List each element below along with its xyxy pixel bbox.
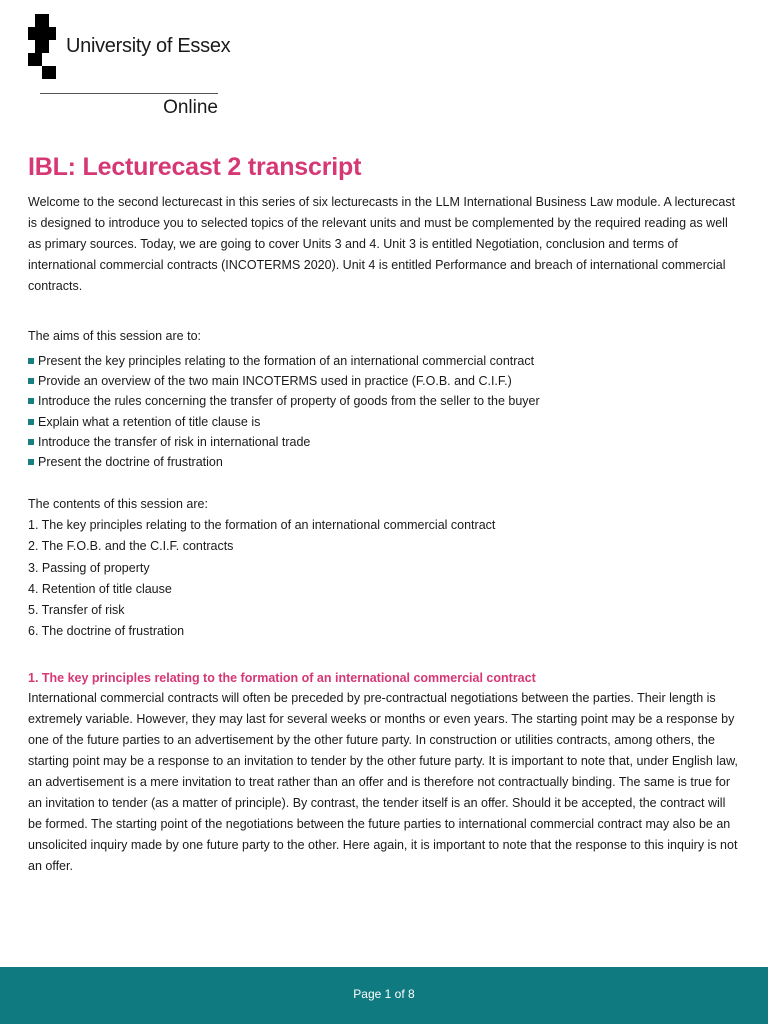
document-body <box>28 150 740 877</box>
list-item: 3. Passing of property <box>28 560 150 575</box>
square-bullet-icon <box>28 419 34 425</box>
square-bullet-icon <box>28 378 34 384</box>
list-item: Present the key principles relating to the formation of an international commercial contract <box>28 351 740 371</box>
document-title: IBL: Lecturecast 2 transcript <box>28 153 362 181</box>
section-heading: 1. The key principles relating to the formation of an international commercial contract <box>28 671 536 686</box>
list-item: Introduce the transfer of risk in international trade <box>28 432 740 452</box>
list-item: Introduce the rules concerning the transfer of property of goods from the seller to the buyer <box>28 391 740 411</box>
list-item: 1. The key principles relating to the formation of an international commercial contract <box>28 518 496 533</box>
contents-heading: The contents of this session are: <box>28 497 208 512</box>
university-name: University of Essex <box>66 35 231 57</box>
aims-list <box>28 351 740 472</box>
square-bullet-icon <box>28 398 34 404</box>
square-bullet-icon <box>28 358 34 364</box>
page-number: Page 1 of 8 <box>353 987 415 1001</box>
aims-heading: The aims of this session are to: <box>28 329 201 343</box>
list-item: Explain what a retention of title clause is <box>28 412 740 432</box>
section-paragraph: International commercial contracts will often be preceded by pre-contractual negotiations between the parties. Their length is extremely variable. However, they may last for several weeks or months or even years. The starting point may be a response by one of the future parties to an advertisement by the other future party. In construction or utilities contracts, among others, the starting point may be a response to an invitation to tender by the other future party. It is important to note that, under English law, an advertisement is a mere invitation to treat rather than an offer and is therefore not contractually binding. The same is true for an invitation to tender (as a matter of principle). By contrast, the tender itself is an offer. Should it be accepted, the contract will be formed. The starting point of the negotiations between the future parties to international commercial contract may also be an unsolicited inquiry made by one future party to the other. Here again, it is important to note that the response to this inquiry is not an offer. <box>28 691 738 874</box>
list-item: 5. Transfer of risk <box>28 603 125 618</box>
square-bullet-icon <box>28 439 34 445</box>
page-footer <box>0 967 768 1024</box>
list-item: 2. The F.O.B. and the C.I.F. contracts <box>28 539 234 554</box>
intro-paragraph: Welcome to the second lecturecast in this series of six lecturecasts in the LLM International Business Law module. A lecturecast is designed to introduce you to selected topics of the relevant units and must be complemented by the required reading as well as primary sources. Today, we are going to cover Units 3 and 4. Unit 3 is entitled Negotiation, conclusion and terms of international commercial contracts (INCOTERMS 2020). Unit 4 is entitled Performance and breach of international commercial contracts. <box>28 195 736 293</box>
header-divider <box>40 93 218 94</box>
list-item: Present the doctrine of frustration <box>28 452 740 472</box>
contents-list <box>28 515 740 642</box>
list-item: 6. The doctrine of frustration <box>28 624 185 639</box>
list-item: 4. Retention of title clause <box>28 581 172 596</box>
division-label: Online <box>163 97 218 118</box>
university-logo-icon <box>28 14 56 80</box>
square-bullet-icon <box>28 459 34 465</box>
list-item: Provide an overview of the two main INCOTERMS used in practice (F.O.B. and C.I.F.) <box>28 371 740 391</box>
